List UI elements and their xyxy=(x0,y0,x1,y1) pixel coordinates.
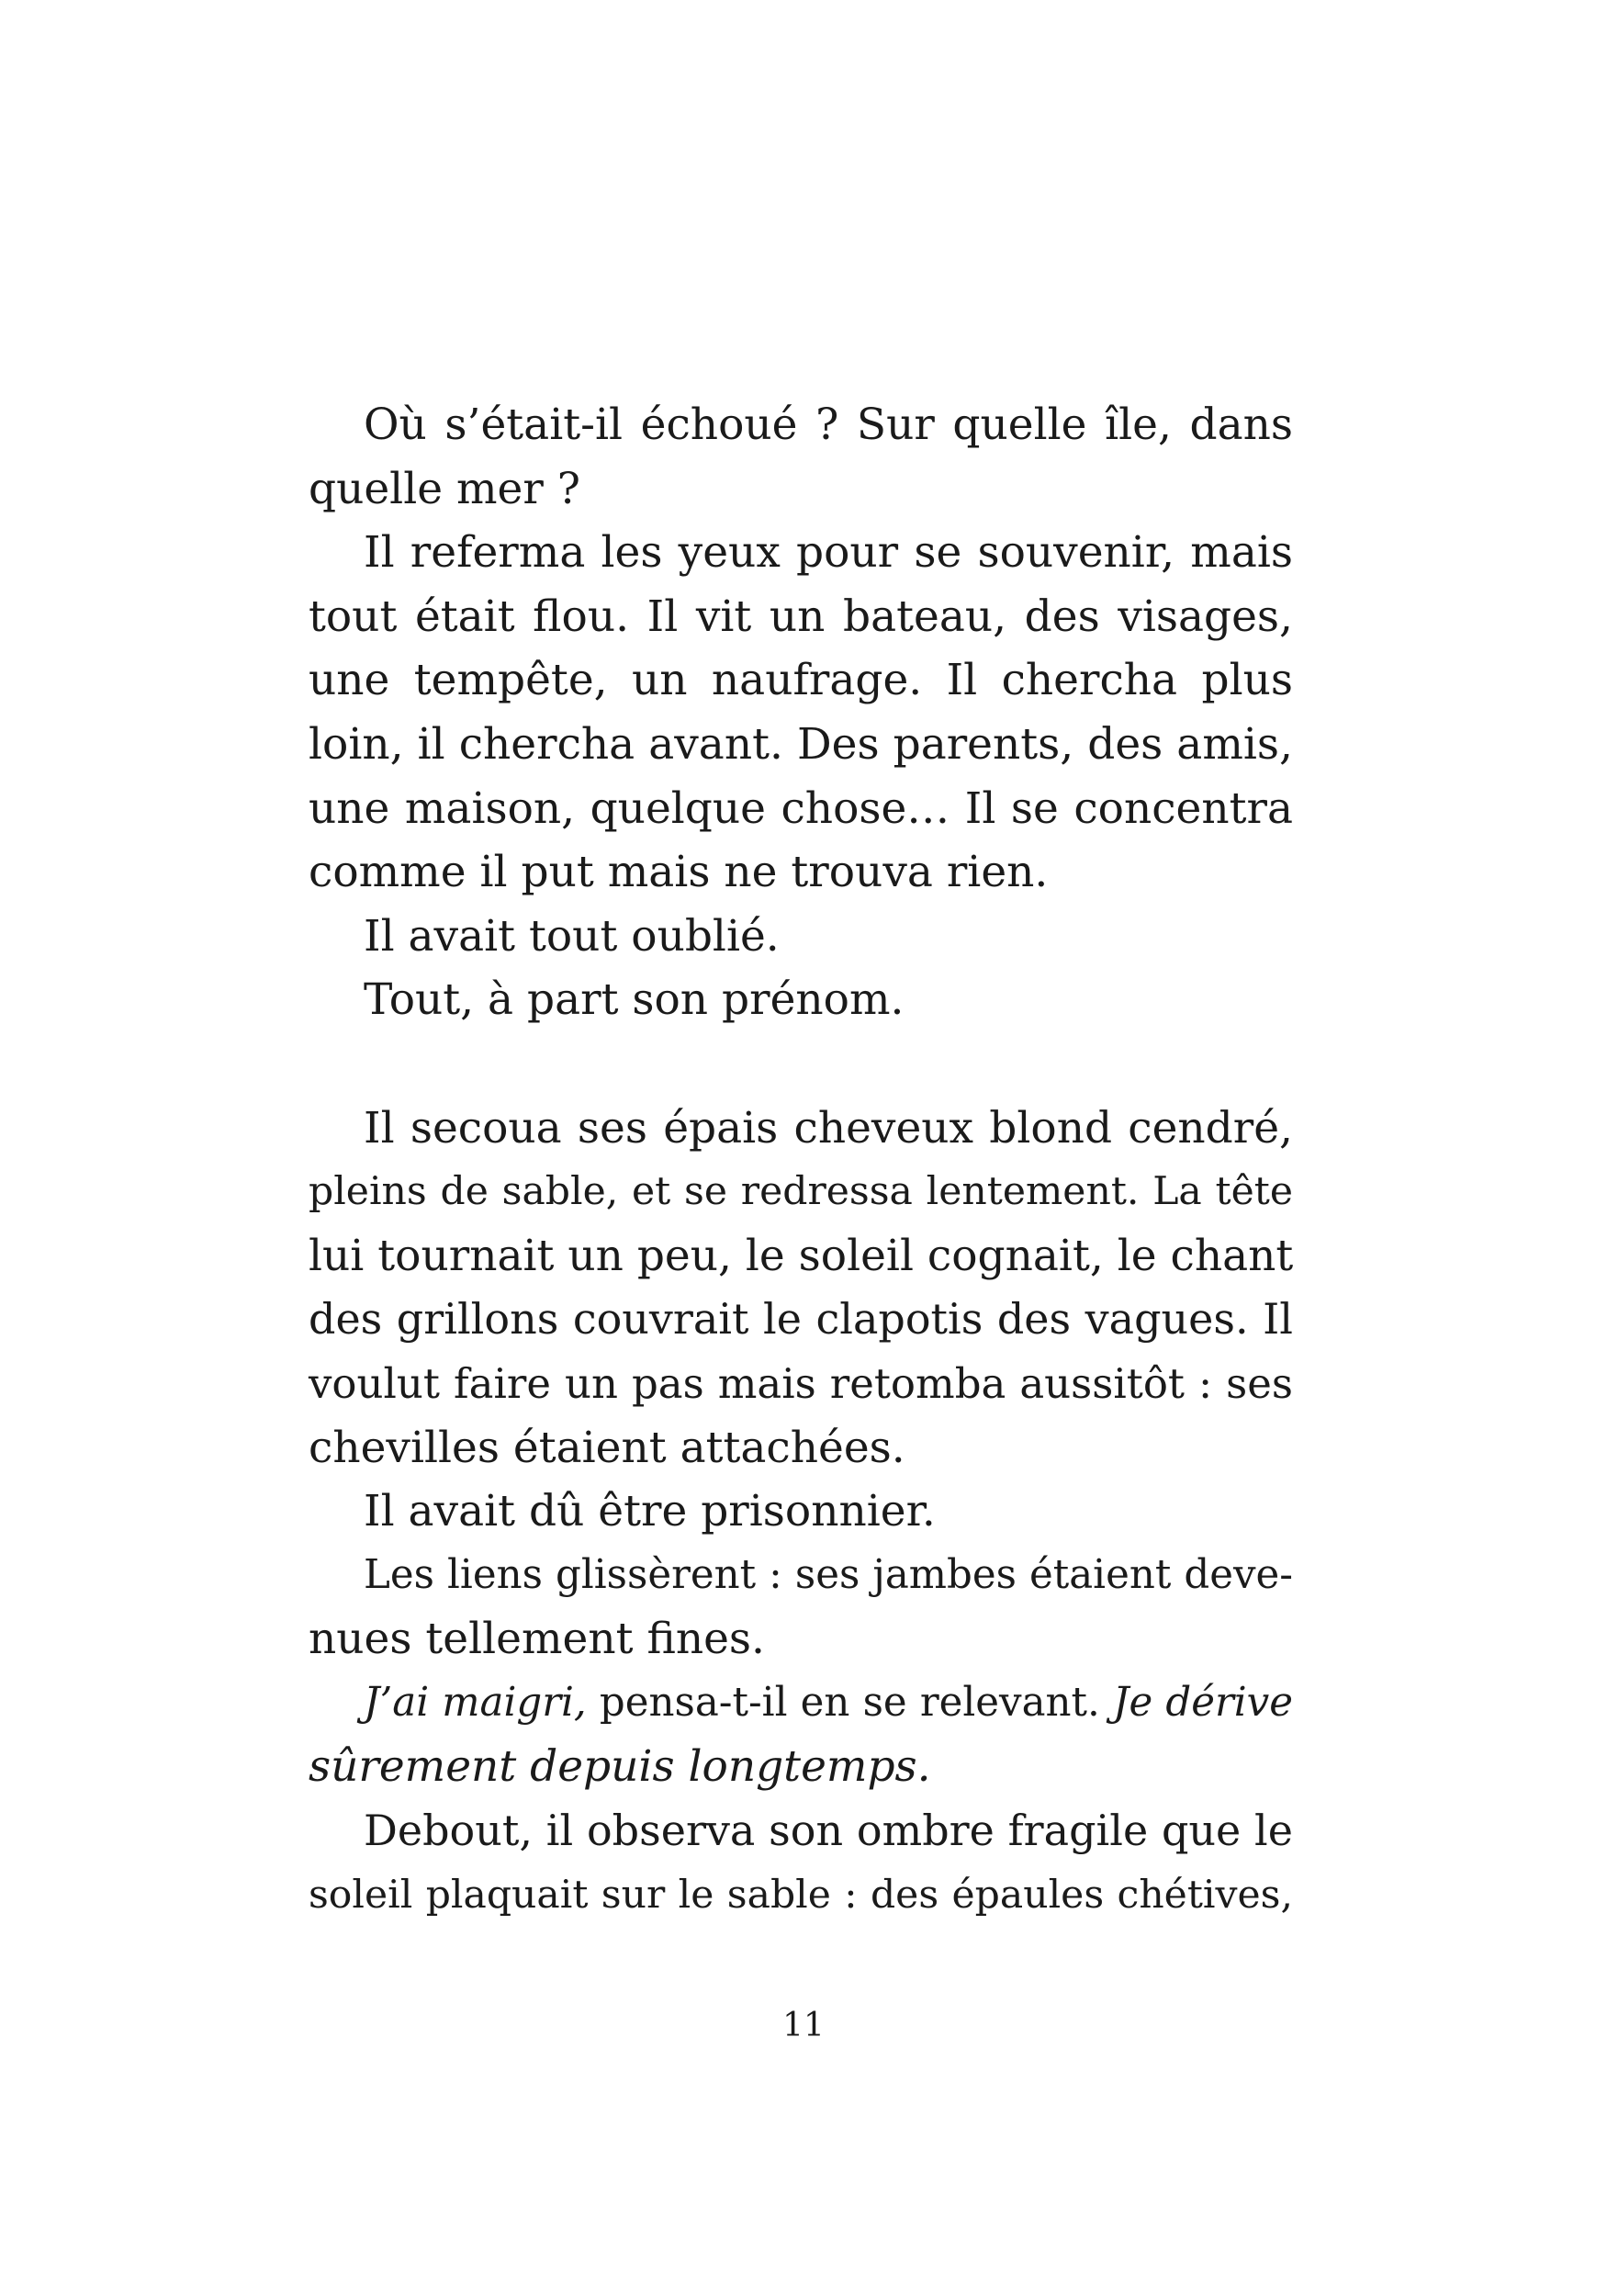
text-line: Debout, il observa son ombre fragile que le xyxy=(364,1806,1293,1856)
text-line: Il referma les yeux pour se souvenir, mais xyxy=(364,527,1293,579)
text-line: Où s’était-il échoué ? Sur quelle île, dans xyxy=(364,400,1293,450)
text-line: tout était flou. Il vit un bateau, des visages, xyxy=(309,591,1293,642)
text-line: une maison, quelque chose… Il se concentra xyxy=(309,782,1293,834)
page-number: 11 xyxy=(782,2007,825,2044)
text-line: Tout, à part son prénom. xyxy=(364,974,905,1026)
text-line: sûrement depuis longtemps. xyxy=(309,1741,931,1793)
text-line: soleil plaquait sur le sable : des épaules chétives, xyxy=(309,1872,1293,1918)
paragraph-gap xyxy=(309,1032,1293,1097)
text-line: Il avait dû être prisonnier. xyxy=(364,1486,936,1537)
text-line: voulut faire un pas mais retomba aussitôt : ses xyxy=(309,1358,1293,1408)
text-line: Les liens glissèrent : ses jambes étaient deve- xyxy=(364,1551,1293,1598)
text-line: une tempête, un naufrage. Il chercha plus xyxy=(309,655,1293,706)
text-line: nues tellement fines. xyxy=(309,1614,765,1665)
text-line: quelle mer ? xyxy=(309,463,580,514)
text-line: Il avait tout oublié. xyxy=(364,910,780,962)
text-line: loin, il chercha avant. Des parents, des amis, xyxy=(309,718,1293,770)
italic-thought-2: Je dérive xyxy=(1113,1679,1293,1726)
text-line: des grillons couvrait le clapotis des vagues. Il xyxy=(309,1294,1293,1345)
body-text xyxy=(309,393,1293,1927)
text-line: lui tournait un peu, le soleil cognait, le chant xyxy=(309,1230,1294,1281)
text-line: pleins de sable, et se redressa lentement. La tête xyxy=(309,1169,1293,1215)
text-line: chevilles étaient attachées. xyxy=(309,1422,905,1473)
italic-thought-1: J’ai maigri, xyxy=(364,1679,587,1726)
text-line: comme il put mais ne trouva rien. xyxy=(309,847,1049,898)
text-line-mixed xyxy=(309,1671,1293,1736)
narration: pensa-t-il en se relevant. xyxy=(586,1679,1114,1726)
text-line: Il secoua ses épais cheveux blond cendré, xyxy=(364,1102,1293,1154)
